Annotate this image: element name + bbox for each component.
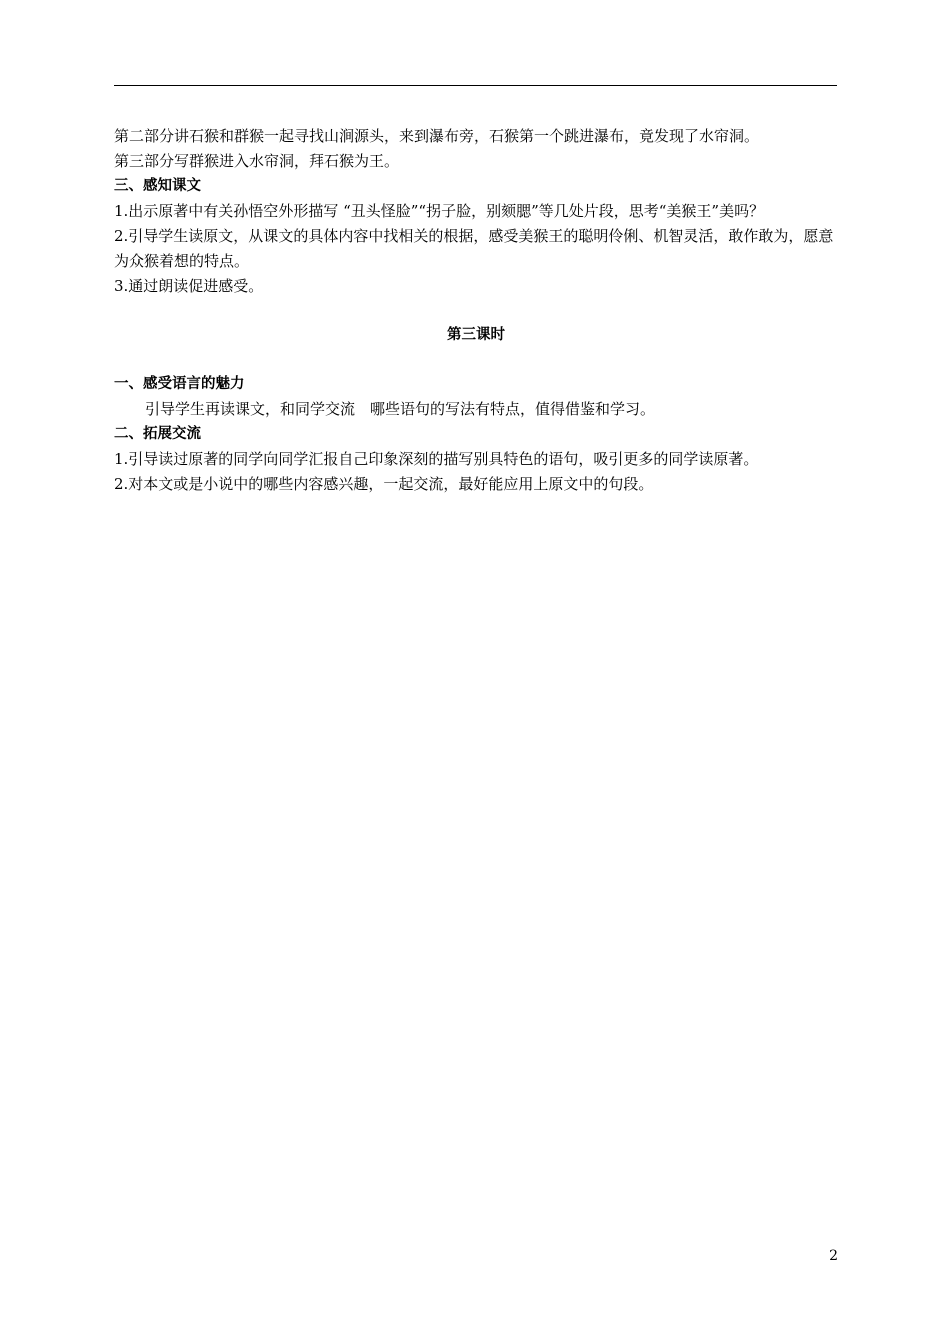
- section-heading-perceive-text: 三、感知课文: [114, 178, 201, 194]
- list-item: 2.对本文或是小说中的哪些内容感兴趣，一起交流，最好能应用上原文中的句段。: [114, 475, 654, 493]
- list-item: 1.引导读过原著的同学向同学汇报自己印象深刻的描写别具特色的语句，吸引更多的同学读原著。: [114, 450, 759, 468]
- list-item: 3.通过朗读促进感受。: [114, 277, 264, 295]
- section-heading-language-charm: 一、感受语言的魅力: [114, 376, 245, 392]
- paragraph-part-three: 第三部分写群猴进入水帘洞，拜石猴为王。: [114, 152, 400, 170]
- list-item: 2.引导学生读原文，从课文的具体内容中找相关的根据，感受美猴王的聪明伶俐、机智灵活，敢作敢为，愿意为众猴着想的特点。: [114, 227, 834, 270]
- page-number: 2: [829, 1248, 838, 1264]
- section-heading-extended-exchange: 二、拓展交流: [114, 426, 201, 442]
- spacer: [114, 299, 838, 323]
- list-item: 1.出示原著中有关孙悟空外形描写 “丑头怪脸”“拐子脸，别颏腮”等几处片段，思考“美猴王”美吗？: [114, 202, 765, 220]
- header-rule: [114, 85, 837, 86]
- document-body: [114, 124, 838, 497]
- lesson-title: 第三课时: [447, 327, 505, 343]
- paragraph-language-charm: 引导学生再读课文，和同学交流 哪些语句的写法有特点，值得借鉴和学习。: [145, 400, 656, 418]
- paragraph-part-two: 第二部分讲石猴和群猴一起寻找山涧源头，来到瀑布旁，石猴第一个跳进瀑布，竟发现了水帘洞。: [114, 127, 760, 145]
- spacer: [114, 348, 838, 372]
